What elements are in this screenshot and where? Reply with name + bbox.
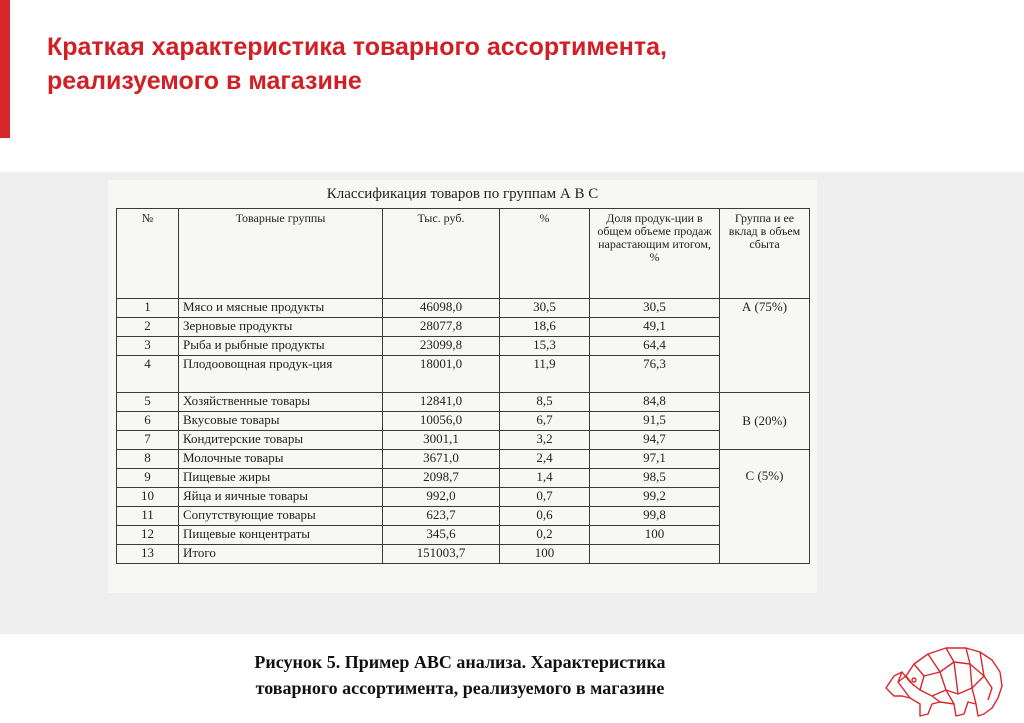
row-sum: 2098,7: [383, 469, 500, 488]
row-num: 11: [117, 507, 179, 526]
row-num: 7: [117, 431, 179, 450]
row-cum: 99,2: [590, 488, 720, 507]
row-pct: 0,2: [500, 526, 590, 545]
row-sum: 12841,0: [383, 393, 500, 412]
row-cum: 84,8: [590, 393, 720, 412]
row-sum: 3671,0: [383, 450, 500, 469]
row-num: 10: [117, 488, 179, 507]
row-name: Пищевые концентраты: [179, 526, 383, 545]
row-cum: [590, 545, 720, 564]
row-name: Яйца и яичные товары: [179, 488, 383, 507]
row-cum: 94,7: [590, 431, 720, 450]
header-share: Доля продук-ции в общем объеме продаж нарастающим итогом, %: [590, 209, 720, 299]
table-row: [117, 412, 810, 431]
row-num: 8: [117, 450, 179, 469]
table-row: [117, 337, 810, 356]
row-name: Пищевые жиры: [179, 469, 383, 488]
row-cum: 49,1: [590, 318, 720, 337]
table-row: [117, 318, 810, 337]
figure-caption-line-1: Рисунок 5. Пример АВС анализа. Характеристика: [254, 652, 666, 672]
row-name: Рыба и рыбные продукты: [179, 337, 383, 356]
row-num: 3: [117, 337, 179, 356]
row-cum: 97,1: [590, 450, 720, 469]
row-pct: 0,7: [500, 488, 590, 507]
header-abc: Группа и ее вклад в объем сбыта: [720, 209, 810, 299]
row-pct: 11,9: [500, 356, 590, 393]
row-sum: 3001,1: [383, 431, 500, 450]
slide-title-line-2: реализуемого в магазине: [47, 67, 362, 95]
rhino-logo-icon: [880, 642, 1008, 720]
row-num: 6: [117, 412, 179, 431]
table-row: [117, 488, 810, 507]
row-sum: 623,7: [383, 507, 500, 526]
row-sum: 23099,8: [383, 337, 500, 356]
row-sum: 992,0: [383, 488, 500, 507]
row-name: Сопутствующие товары: [179, 507, 383, 526]
row-num: 4: [117, 356, 179, 393]
row-sum: 151003,7: [383, 545, 500, 564]
slide-title-line-1: Краткая характеристика товарного ассортимента,: [47, 33, 667, 61]
header-group: Товарные группы: [179, 209, 383, 299]
table-row: [117, 469, 810, 488]
row-name: Хозяйственные товары: [179, 393, 383, 412]
row-num: 2: [117, 318, 179, 337]
slide-title: [47, 30, 947, 98]
table-caption: Классификация товаров по группам А В С: [326, 186, 599, 202]
row-sum: 10056,0: [383, 412, 500, 431]
row-pct: 0,6: [500, 507, 590, 526]
row-name: Мясо и мясные продукты: [179, 299, 383, 318]
row-num: 13: [117, 545, 179, 564]
row-pct: 100: [500, 545, 590, 564]
row-cum: 100: [590, 526, 720, 545]
accent-bar: [0, 0, 10, 138]
row-pct: 8,5: [500, 393, 590, 412]
row-num: 9: [117, 469, 179, 488]
row-pct: 6,7: [500, 412, 590, 431]
row-sum: 345,6: [383, 526, 500, 545]
table-row: [117, 393, 810, 412]
figure-caption: [140, 649, 780, 701]
scanned-table-image: [108, 180, 817, 593]
row-pct: 2,4: [500, 450, 590, 469]
row-num: 1: [117, 299, 179, 318]
row-name: Плодоовощная продук-ция: [179, 356, 383, 393]
group-c-cell: С (5%): [720, 450, 810, 564]
group-b-cell: В (20%): [720, 393, 810, 450]
table-row: [117, 299, 810, 318]
abc-table: [116, 208, 810, 564]
row-cum: 30,5: [590, 299, 720, 318]
group-a-cell: А (75%): [720, 299, 810, 393]
row-sum: 28077,8: [383, 318, 500, 337]
row-pct: 18,6: [500, 318, 590, 337]
row-pct: 1,4: [500, 469, 590, 488]
table-row: [117, 450, 810, 469]
row-name: Зерновые продукты: [179, 318, 383, 337]
header-sum: Тыс. руб.: [383, 209, 500, 299]
figure-caption-line-2: товарного ассортимента, реализуемого в магазине: [255, 678, 665, 698]
row-cum: 76,3: [590, 356, 720, 393]
table-row: [117, 356, 810, 393]
row-pct: 15,3: [500, 337, 590, 356]
row-cum: 99,8: [590, 507, 720, 526]
row-num: 5: [117, 393, 179, 412]
row-name: Кондитерские товары: [179, 431, 383, 450]
table-row: [117, 431, 810, 450]
table-row: [117, 526, 810, 545]
row-name: Итого: [179, 545, 383, 564]
row-sum: 18001,0: [383, 356, 500, 393]
row-pct: 3,2: [500, 431, 590, 450]
row-sum: 46098,0: [383, 299, 500, 318]
row-cum: 91,5: [590, 412, 720, 431]
row-cum: 98,5: [590, 469, 720, 488]
table-row: [117, 507, 810, 526]
table-header-row: [117, 209, 810, 299]
row-name: Вкусовые товары: [179, 412, 383, 431]
row-pct: 30,5: [500, 299, 590, 318]
header-num: №: [117, 209, 179, 299]
row-name: Молочные товары: [179, 450, 383, 469]
table-row-total: [117, 545, 810, 564]
header-pct: %: [500, 209, 590, 299]
row-num: 12: [117, 526, 179, 545]
row-cum: 64,4: [590, 337, 720, 356]
